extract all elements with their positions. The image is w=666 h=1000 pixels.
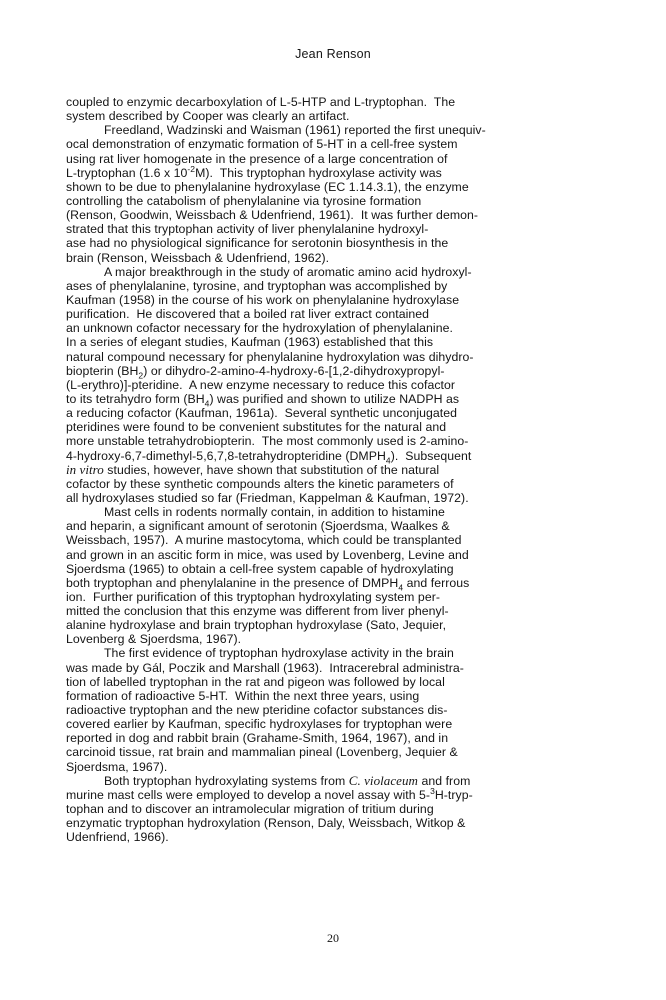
text-segment: and from [417, 773, 471, 788]
text-line: ase had no physiological significance for serotonin biosynthesis in the [66, 236, 449, 251]
text-segment: Both tryptophan hydroxylating systems from [104, 773, 349, 788]
page-number: 20 [327, 931, 339, 945]
text-segment: ). Subsequent [390, 448, 472, 463]
text-line: brain (Renson, Weissbach & Udenfriend, 1962). [66, 250, 330, 265]
text-line: ion. Further purification of this tryptophan hydroxylating system per- [66, 589, 440, 604]
text-line: tophan and to discover an intramolecular migration of tritium during [66, 802, 434, 817]
text-line: strated that this tryptophan activity of liver phenylalanine hydroxyl- [66, 222, 429, 237]
text-segment: ) or dihydro-2-amino-4-hydroxy-6-[1,2-dihydroxypropyl- [143, 363, 445, 378]
text-line: ases of phenylalanine, tyrosine, and tryptophan was accomplished by [66, 278, 448, 293]
text-line [66, 785, 626, 802]
text-line [66, 391, 626, 409]
text-line: In a series of elegant studies, Kaufman (1963) established that this [66, 335, 434, 350]
italic-term: in vitro [66, 461, 104, 477]
running-head-author: Jean Renson [295, 47, 371, 61]
paragraph-start-line: The first evidence of tryptophan hydroxylase activity in the brain [104, 646, 454, 661]
text-segment: both tryptophan and phenylalanine in the presence of DMPH [66, 575, 399, 590]
text-line: Lovenberg & Sjoerdsma, 1967). [66, 632, 242, 647]
text-line [66, 463, 626, 477]
text-line [66, 163, 626, 180]
text-line [66, 449, 626, 463]
text-line: controlling the catabolism of phenylalanine via tyrosine formation [66, 193, 422, 208]
text-line: cofactor by these synthetic compounds alters the kinetic parameters of [66, 476, 454, 491]
text-line: alanine hydroxylase and brain tryptophan hydroxylase (Sato, Jequier, [66, 618, 447, 633]
paragraph-start-line: Mast cells in rodents normally contain, in addition to histamine [104, 505, 445, 520]
text-line: (Renson, Goodwin, Weissbach & Udenfriend, 1961). It was further demon- [66, 208, 479, 223]
text-line: coupled to enzymic decarboxylation of L-5-HTP and L-tryptophan. The [66, 95, 456, 109]
text-line: natural compound necessary for phenylalanine hydroxylation was dihydro- [66, 349, 474, 364]
text-segment: murine mast cells were employed to develop a novel assay with 5- [66, 787, 431, 802]
text-segment: L-tryptophan (1.6 x 10 [66, 165, 188, 180]
text-line: all hydroxylases studied so far (Friedman, Kappelman & Kaufman, 1972). [66, 490, 469, 505]
paragraph-start-line: A major breakthrough in the study of aromatic amino acid hydroxyl- [104, 264, 472, 279]
text-segment: M). This tryptophan hydroxylase activity was [195, 165, 442, 180]
text-line: purification. He discovered that a boiled rat liver extract contained [66, 307, 430, 322]
text-segment: 4-hydroxy-6,7-dimethyl-5,6,7,8-tetrahydropteridine (DMPH [66, 448, 386, 463]
text-line: tion of labelled tryptophan in the rat and pigeon was followed by local [66, 674, 445, 689]
text-line: Sjoerdsma, 1967). [66, 759, 168, 774]
superscript: 3 [430, 785, 435, 796]
text-line: Weissbach, 1957). A murine mastocytoma, which could be transplanted [66, 533, 462, 548]
text-line: was made by Gál, Poczik and Marshall (1963). Intracerebral administra- [66, 660, 464, 675]
text-line: carcinoid tissue, rat brain and mammalian pineal (Lovenberg, Jequier & [66, 745, 458, 760]
paragraph-start-line: Freedland, Wadzinski and Waisman (1961) reported the first unequiv- [104, 123, 486, 138]
text-line: enzymatic tryptophan hydroxylation (Renson, Daly, Weissbach, Witkop & [66, 816, 466, 831]
subscript: 4 [385, 454, 391, 465]
italic-term: C. violaceum [348, 772, 418, 788]
text-line: a reducing cofactor (Kaufman, 1961a). Several synthetic unconjugated [66, 406, 458, 421]
text-line [66, 363, 626, 381]
text-line: covered earlier by Kaufman, specific hydroxylases for tryptophan were [66, 717, 453, 732]
text-line: using rat liver homogenate in the presence of a large concentration of [66, 151, 448, 166]
text-line: radioactive tryptophan and the new pteridine cofactor substances dis- [66, 703, 448, 718]
text-segment: studies, however, have shown that substitution of the natural [103, 462, 440, 477]
text-line: shown to be due to phenylalanine hydroxylase (EC 1.14.3.1), the enzyme [66, 179, 469, 194]
text-segment: biopterin (BH [66, 363, 139, 378]
text-line: ocal demonstration of enzymatic formation of 5-HT in a cell-free system [66, 137, 458, 152]
subscript: 4 [398, 582, 404, 593]
paragraph-start-line [66, 774, 626, 788]
text-line: and heparin, a significant amount of serotonin (Sjoerdsma, Waalkes & [66, 519, 450, 534]
subscript: 2 [138, 370, 144, 381]
text-segment: and ferrous [403, 575, 470, 590]
text-line: system described by Cooper was clearly an artifact. [66, 109, 350, 124]
text-line: Udenfriend, 1966). [66, 830, 169, 845]
text-line: Kaufman (1958) in the course of his work on phenylalanine hydroxylase [66, 292, 460, 307]
text-line: more unstable tetrahydrobiopterin. The most commonly used is 2-amino- [66, 434, 469, 449]
text-line: mitted the conclusion that this enzyme was different from liver phenyl- [66, 604, 449, 619]
text-segment: to its tetrahydro form (BH [66, 391, 205, 406]
body-text [66, 95, 626, 844]
text-line: reported in dog and rabbit brain (Grahame-Smith, 1964, 1967), and in [66, 731, 449, 746]
text-line: pteridines were found to be convenient substitutes for the natural and [66, 420, 447, 435]
text-line: an unknown cofactor necessary for the hydroxylation of phenylalanine. [66, 321, 453, 336]
text-line: Sjoerdsma (1965) to obtain a cell-free system capable of hydroxylating [66, 561, 454, 576]
subscript: 4 [204, 398, 210, 409]
text-line [66, 575, 626, 593]
text-line: formation of radioactive 5-HT. Within the next three years, using [66, 688, 420, 703]
text-line: and grown in an ascitic form in mice, was used by Lovenberg, Levine and [66, 547, 469, 562]
superscript: -2 [187, 163, 196, 174]
text-segment: ) was purified and shown to utilize NADPH as [209, 391, 460, 406]
text-line: (L-erythro)]-pteridine. A new enzyme necessary to reduce this cofactor [66, 377, 456, 392]
text-segment: H-tryp- [434, 787, 473, 802]
